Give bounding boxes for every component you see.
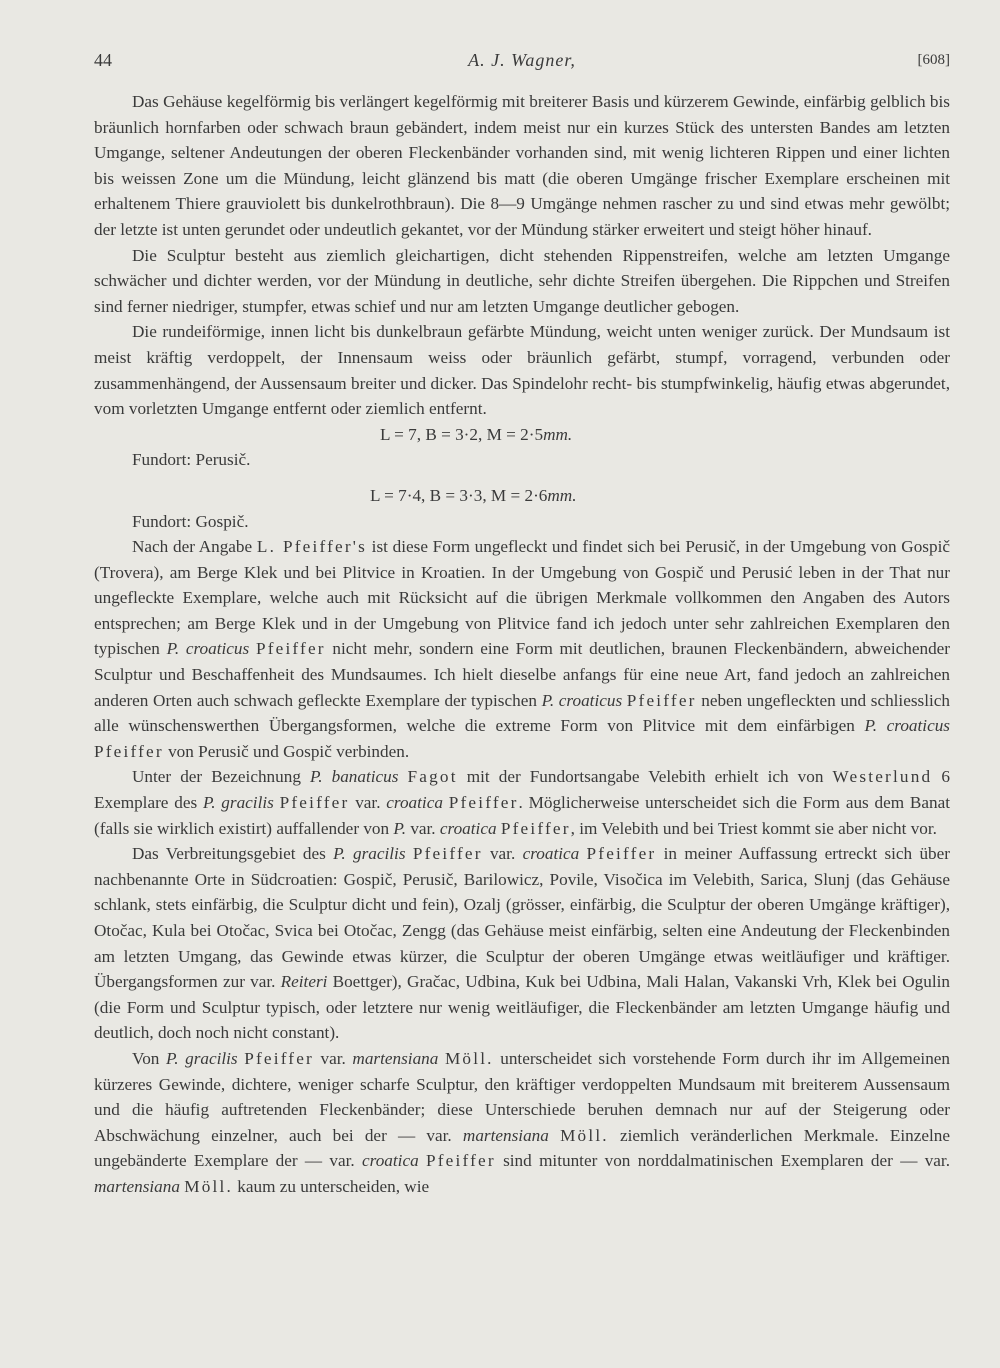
paragraph-pfeiffer-notes: Nach der Angabe L. Pfeiffer's ist diese Form ungefleckt und findet sich bei Perusič, in der Umgebung von Gospič (Trovera), am Berge Klek und bei Plitvice in Kroatien. In der Umgebung von Gospič und Perusić leben in der That nur ungefleckte Exemplare, welche auch mit Rücksicht auf die übrigen Merkmale vollkommen den Angaben des Autors entsprechen; am Berge Klek und in der Umgebung von Plitvice fand ich jedoch unter sehr zahlreichen Exemplaren den typischen P. croaticus Pfeiffer nicht mehr, sondern eine Form mit deutlichen, braunen Fleckenbändern, abweichender Sculptur und Beschaffenheit des Mundsaumes. Ich hielt dieselbe anfangs für eine neue Art, fand jedoch an zahlreichen anderen Orten auch schwach gefleckte Exemplare der typischen P. croaticus Pfeiffer neben ungefleckten und schliesslich alle wünschenswerthen Übergangsformen, welche die extreme Form von Plitvice mit dem einfärbigen P. croaticus Pfeiffer von Perusič und Gospič verbinden. bbox=[94, 537, 951, 761]
author-name: Pfeiffer bbox=[279, 793, 350, 813]
author-name: Möll. bbox=[184, 1176, 233, 1196]
running-title: A. J. Wagner, bbox=[468, 50, 576, 70]
species-name: P. croaticus bbox=[166, 639, 250, 659]
species-name: martensiana bbox=[94, 1176, 180, 1196]
author-name: Pfeiffer bbox=[255, 639, 326, 659]
paragraph-shell-description: Das Gehäuse kegelförmig bis verlängert kegelförmig mit breiterer Basis und kürzerem Gewinde, einfärbig gelblich bis bräunlich hornfarben oder schwach braun gebändert, indem meist nur ein kurzes Stück des untersten Bandes am letzten Umgange, seltener Andeutungen der oberen Fleckenbänder vorhanden sind, mit wenig lichteren Rippen und einer lichten bis weissen Zone um die Mündung, leicht glänzend bis matt (die oberen Umgänge frischer Exemplare erscheinen mit erhaltenem Thiere grauviolett bis dunkelrothbraun). Die 8—9 Umgänge nehmen rascher zu und sind etwas mehr gewölbt; der letzte ist unten gerundet oder undeutlich gekantet, vor der Mündung stärker erweitert und steigt höher hinauf. bbox=[94, 92, 950, 239]
original-page-number: [608] bbox=[917, 52, 950, 68]
species-name: P. croaticus bbox=[864, 716, 950, 736]
measurement-unit: mm. bbox=[543, 424, 573, 444]
measurement-line-1 bbox=[94, 422, 950, 448]
page-number: 44 bbox=[94, 50, 112, 70]
species-name: P. banaticus bbox=[309, 767, 399, 787]
author-name: Pfeiffer bbox=[412, 844, 483, 864]
species-name: Reiteri bbox=[280, 972, 328, 992]
measurement-values: L = 7·4, B = 3·3, M = 2·6 bbox=[370, 485, 548, 505]
species-name: P. gracilis bbox=[165, 1048, 238, 1068]
author-name: Pfeiffer bbox=[426, 1151, 496, 1171]
author-name: Fagot bbox=[407, 767, 458, 787]
paragraph-distribution: Das Verbreitungsgebiet des P. gracilis Pfeiffer var. croatica Pfeiffer in meiner Auffassung ertreckt sich über nachbenannte Orte in Südcroatien: Gospič, Perusič, Barilowicz, Povile, Visočica im Velebith, Sarica, Slunj (das Gehäuse schlank, stets einfärbig, die Sculptur dicht und fein), Ozalj (grösser, einfärbig, die Sculptur der oberen Umgänge kräftiger), Otočac, Kula bei Otočac, Svica bei Otočac, Zengg (das Gehäuse meist einfärbig, selten eine Andeutung der Fleckenbinden am letzten Umgang, das Gewinde etwas kürzer, die Sculptur der oberen Umgänge etwas weitläufiger und kräftiger. Übergangsformen zur var. Reiteri Boettger), Gračac, Udbina, Kuk bei Udbina, Mali Halan, Vakanski Vrh, Klek bei Ogulin (die Form und Sculptur typisch, oder letztere nur wenig weitläufiger, die Fleckenbänder am letzten Umgange häufig und deutlich, doch noch nicht constant). bbox=[94, 844, 951, 1043]
paragraph-comparison: Von P. gracilis Pfeiffer var. martensiana Möll. unterscheidet sich vorstehende Form durch ihr im Allgemeinen kürzeres Gewinde, dichtere, weniger scharfe Sculptur, den kräftiger verdoppelten Mundsaum mit breiterem Aussensaum und die häufig auftretenden Fleckenbänder; diese Unterschiede beruhen demnach nur auf der Steigerung oder Abschwächung einzelner, auch bei der — var. martensiana Möll. ziemlich veränderlichen Merkmale. Einzelne ungebänderte Exemplare der — var. croatica Pfeiffer sind mitunter von norddalmatinischen Exemplaren der — var. martensiana Möll. kaum zu unterscheiden, wie bbox=[94, 1048, 951, 1196]
species-name: croatica bbox=[439, 818, 497, 838]
author-name: L. Pfeiffer's bbox=[256, 537, 367, 557]
paragraph-banaticus: Unter der Bezeichnung P. banaticus Fagot mit der Fundortsangabe Velebith erhielt ich von Westerlund 6 Exemplare des P. gracilis Pfeiffer var. croatica Pfeiffer. Möglicherweise unterscheidet sich die Form aus dem Banat (falls sie wirklich existirt) auffallender von P. var. croatica Pfeiffer, im Velebith und bei Triest kommt sie aber nicht vor. bbox=[94, 767, 950, 838]
species-name: croatica bbox=[362, 1151, 419, 1171]
author-name: Möll. bbox=[560, 1125, 609, 1145]
author-name: Pfeiffer bbox=[244, 1048, 314, 1068]
measurement-values: L = 7, B = 3·2, M = 2·5 bbox=[380, 424, 544, 444]
species-name: P. bbox=[393, 818, 407, 838]
paragraph-sculpture: Die Sculptur besteht aus ziemlich gleichartigen, dicht stehenden Rippenstreifen, welche am letzten Umgange schwächer und dichter werden, vor der Mündung in deutliche, sehr dichte Streifen übergehen. Die Rippchen und Streifen sind ferner niedriger, stumpfer, etwas schief und nur am letzten Umgange deutlicher gebogen. bbox=[94, 245, 950, 316]
locality-line-2: Fundort: Gospič. bbox=[132, 511, 249, 531]
species-name: P. gracilis bbox=[202, 793, 274, 813]
species-name: martensiana bbox=[352, 1048, 439, 1068]
page-header bbox=[94, 50, 950, 76]
author-name: Pfeiffer bbox=[448, 793, 519, 813]
paragraph-aperture: Die rundeiförmige, innen licht bis dunkelbraun gefärbte Mündung, weicht unten weniger zurück. Der Mundsaum ist meist kräftig verdoppelt, der Innensaum weiss oder bräunlich gefärbt, stumpf, vorragend, verbunden oder zusammenhängend, der Aussensaum breiter und dicker. Das Spindelohr recht- bis stumpfwinkelig, häufig etwas abgerundet, vom vorletzten Umgange entfernt oder ziemlich entfernt. bbox=[94, 322, 950, 419]
author-name: Pfeiffer bbox=[94, 741, 164, 761]
species-name: croatica bbox=[522, 844, 580, 864]
author-name: Pfeiffer bbox=[500, 818, 571, 838]
measurement-unit: mm. bbox=[547, 485, 577, 505]
author-name: Pfeiffer bbox=[586, 844, 657, 864]
locality-line-1: Fundort: Perusič. bbox=[132, 450, 251, 470]
species-name: P. gracilis bbox=[333, 844, 406, 864]
body-text bbox=[94, 89, 950, 1200]
species-name: martensiana bbox=[462, 1125, 549, 1145]
author-name: Westerlund bbox=[832, 767, 933, 787]
measurement-line-2 bbox=[94, 483, 950, 509]
species-name: P. croaticus bbox=[541, 690, 623, 710]
species-name: croatica bbox=[386, 793, 443, 813]
author-name: Pfeiffer bbox=[626, 690, 697, 710]
author-name: Möll. bbox=[444, 1048, 494, 1068]
